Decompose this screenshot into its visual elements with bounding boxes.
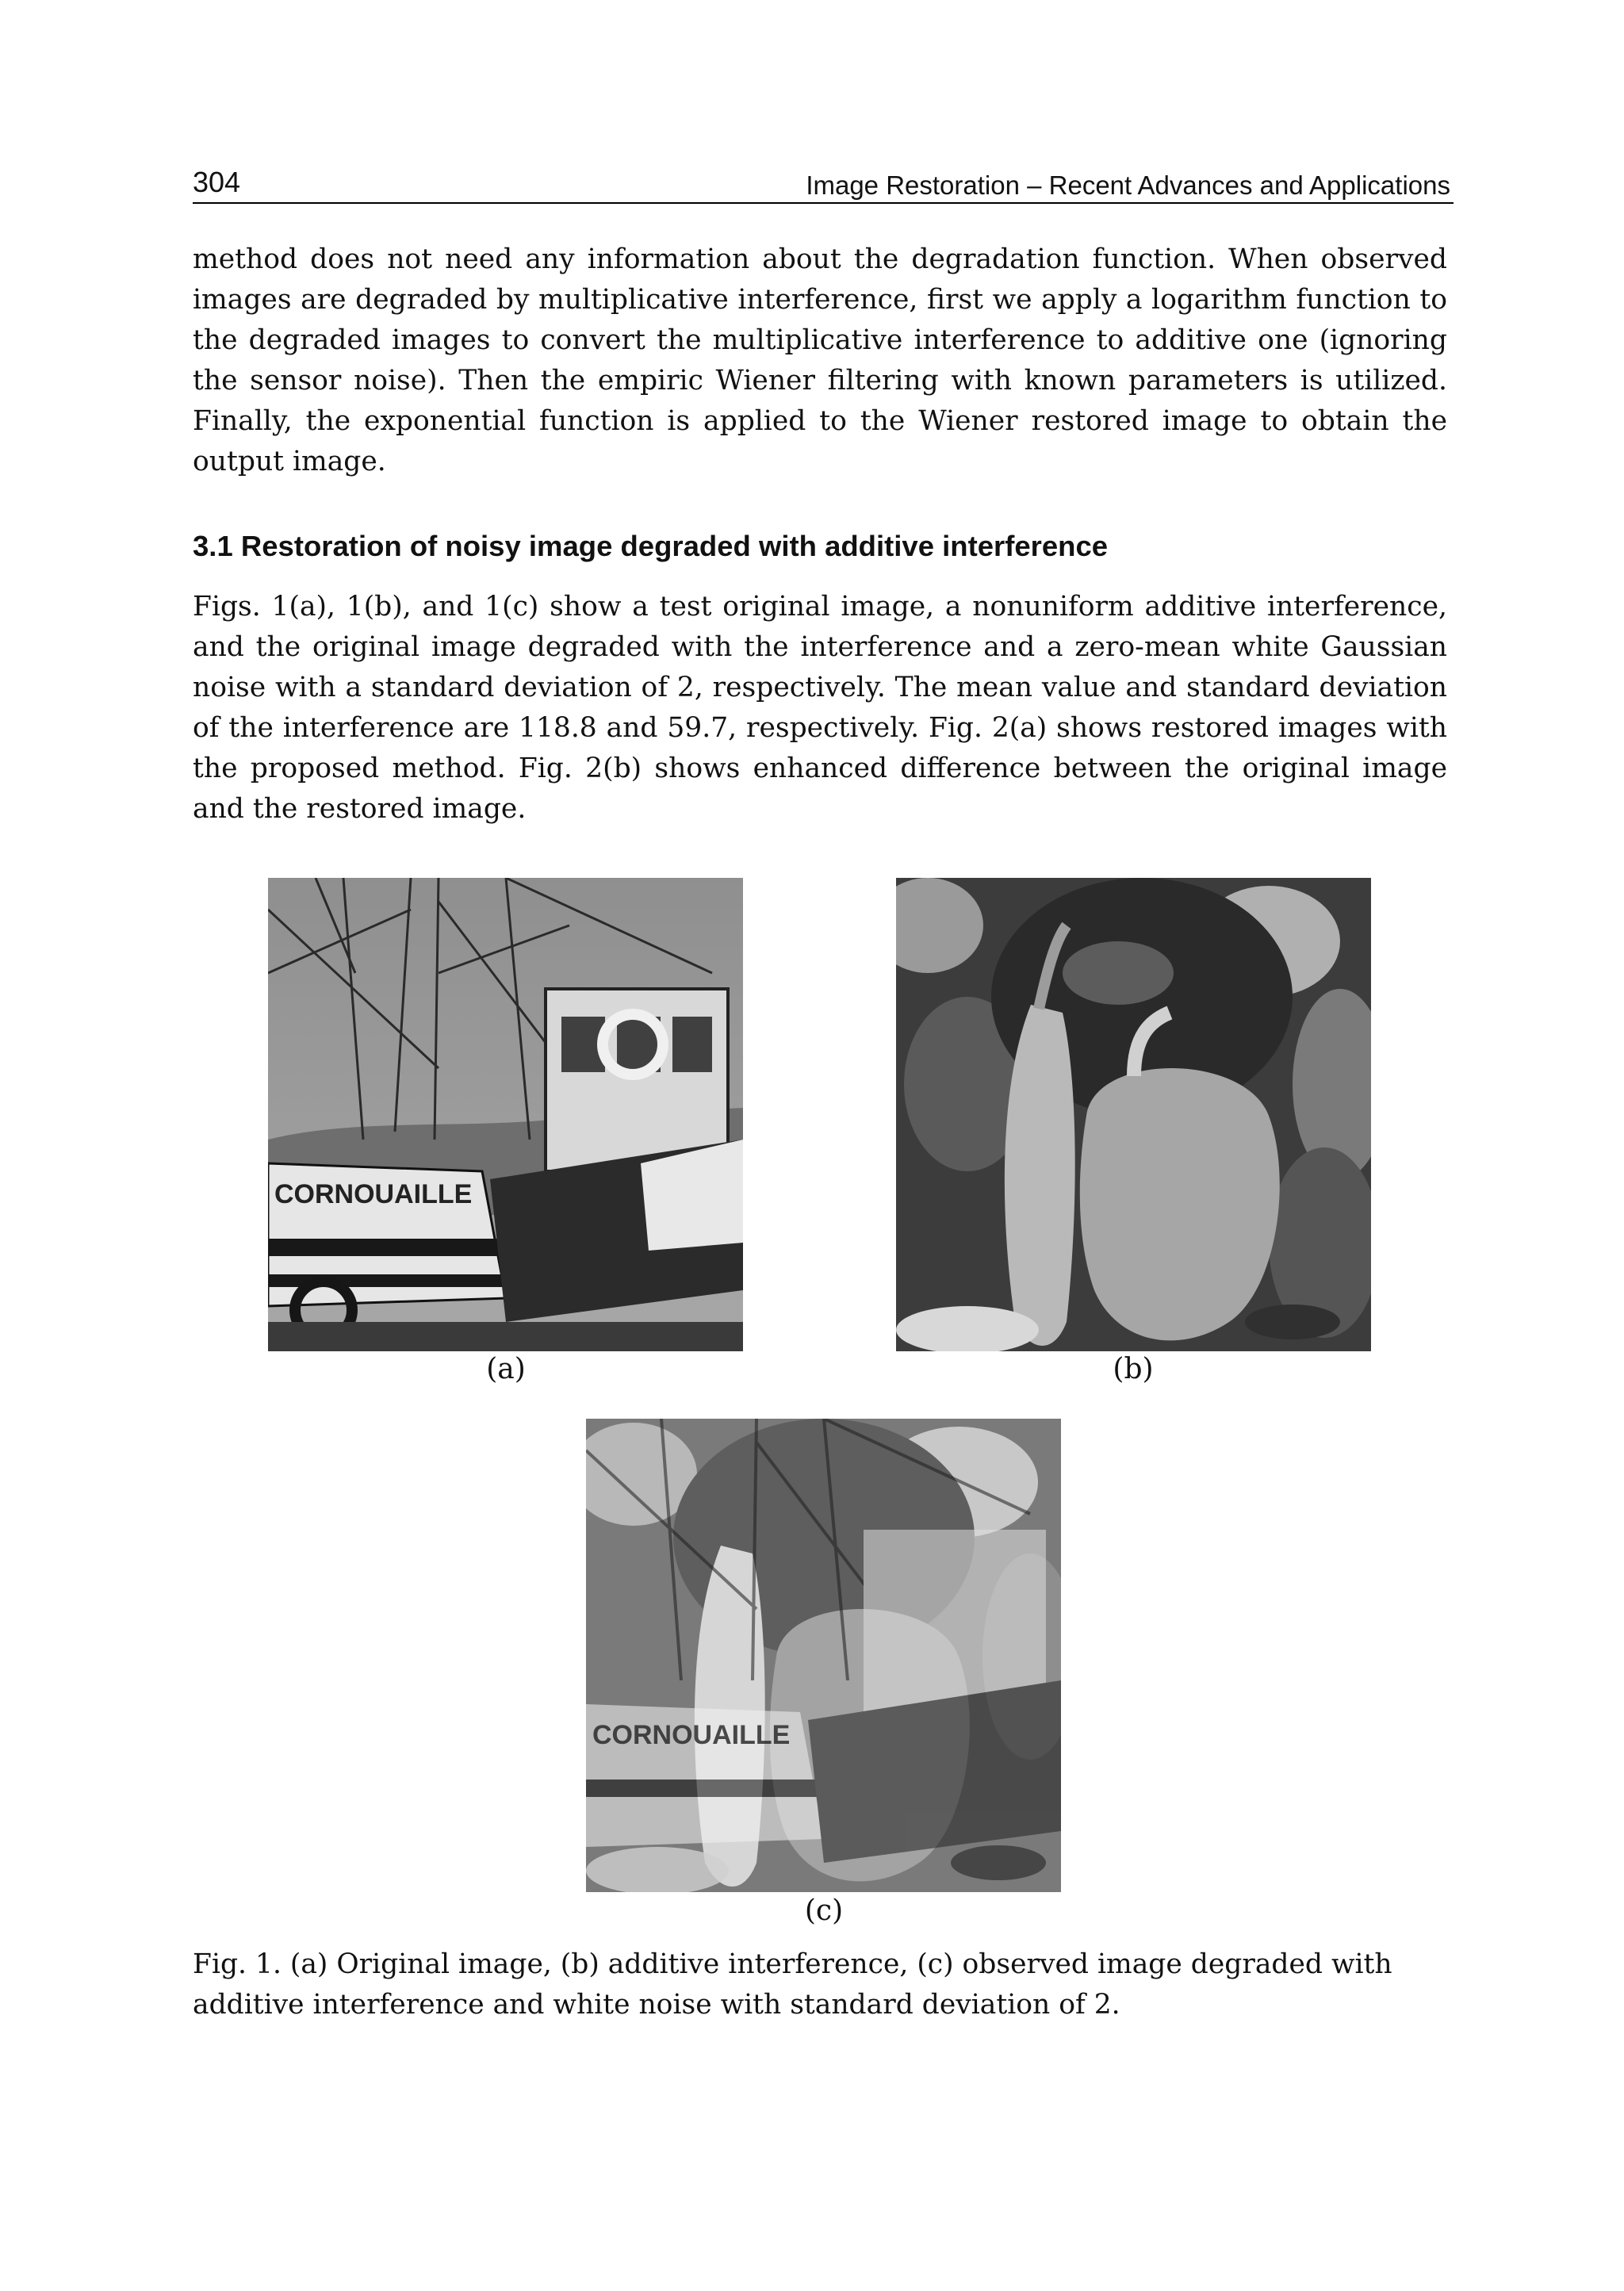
boat-name-text: CORNOUAILLE — [274, 1179, 473, 1209]
figure-label-a: (a) — [486, 1353, 526, 1385]
figure-image-degraded — [586, 1419, 1061, 1892]
running-title: Image Restoration – Recent Advances and Applications — [806, 170, 1450, 200]
running-header — [193, 163, 1454, 204]
figure-image-peppers — [896, 878, 1371, 1351]
figure-label-c: (c) — [804, 1894, 844, 1927]
figure-label-b: (b) — [1113, 1353, 1154, 1385]
body-paragraph-1: method does not need any information about the degradation function. When observed images are degraded by multiplicative interference, first we apply a logarithm function to the degraded images to convert the multiplicative interference to additive one (ignoring the sensor noise). Then the empiric Wiener filtering with known parameters is utilized. Finally, the exponential function is applied to the Wiener restored image to obtain the output image. — [193, 243, 1447, 477]
figure-caption: Fig. 1. (a) Original image, (b) additive interference, (c) observed image degraded with additive interference and white noise with standard deviation of 2. — [193, 1948, 1392, 2021]
page-number: 304 — [193, 166, 241, 198]
section-heading: 3.1 Restoration of noisy image degraded with additive interference — [193, 530, 1109, 562]
boat-name-text-overlay: CORNOUAILLE — [592, 1720, 791, 1750]
figure-image-boat — [268, 878, 743, 1351]
body-paragraph-2: Figs. 1(a), 1(b), and 1(c) show a test original image, a nonuniform additive interference, and the original image degraded with the interference and a zero-mean white Gaussian noise with a standard deviation of 2, respectively. The mean value and standard deviation of the interference are 118.8 and 59.7, respectively. Fig. 2(a) shows restored images with the proposed method. Fig. 2(b) shows enhanced difference between the original image and the restored image. — [193, 591, 1447, 825]
